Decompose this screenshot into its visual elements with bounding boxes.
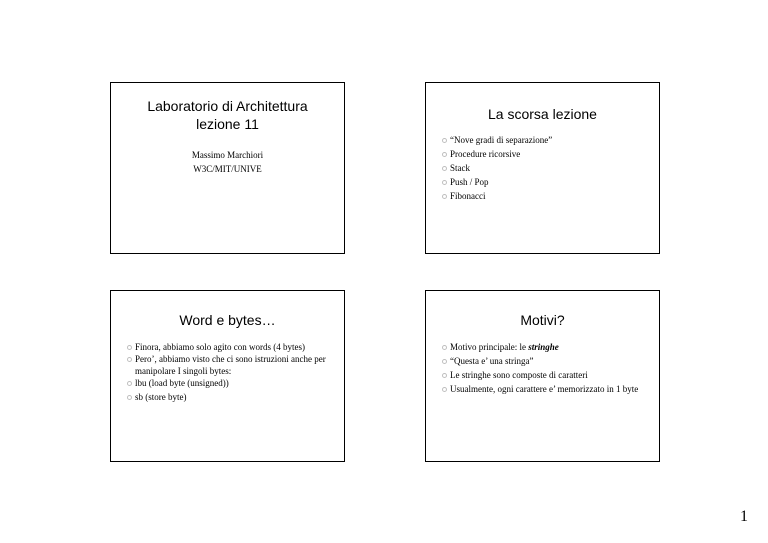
slide-1-title-line-1: Laboratorio di Architettura [147,98,308,114]
bullet-dot-icon [442,194,447,199]
bullet-dot-icon [442,373,447,378]
bullet-item [442,383,642,395]
bullet-item [442,162,647,174]
bullet-text: Pero’, abbiamo visto che ci sono istruzioni anche per manipolare I singoli bytes: [135,354,326,376]
bullet-item [442,134,647,146]
emphasis-keyword: stringhe [528,342,559,352]
bullet-text: Le stringhe sono composte di caratteri [450,370,588,380]
bullet-dot-icon [442,387,447,392]
bullet-item [127,353,327,377]
bullet-dot-icon [127,381,132,386]
bullet-dot-icon [442,359,447,364]
bullet-item [127,391,327,403]
bullet-dot-icon [127,357,132,362]
bullet-text: sb (store byte) [135,392,187,402]
bullet-text: “Questa e’ una stringa” [450,356,534,366]
bullet-text: Motivo principale: le [450,342,529,352]
slide-1-affiliation: W3C/MIT/UNIVE [193,164,262,174]
bullet-text: “Nove gradi di separazione” [450,135,553,145]
slide-1 [110,82,345,254]
bullet-text: Finora, abbiamo solo agito con words (4 bytes) [135,342,305,352]
bullet-text: Procedure ricorsive [450,149,521,159]
bullet-text: Push / Pop [450,177,489,187]
slide-3 [110,290,345,462]
slide-4-title: Motivi? [520,312,565,328]
bullet-item [442,369,642,381]
bullet-item [127,341,327,353]
bullet-text: Fibonacci [450,191,486,201]
slide-2 [425,82,660,254]
slide-1-title-line-2: lezione 11 [196,116,259,132]
bullet-item [442,148,647,160]
page-number: 1 [740,508,748,525]
bullet-dot-icon [127,345,132,350]
slide-3-title: Word e bytes… [179,312,276,328]
bullet-dot-icon [442,166,447,171]
slide-1-author: Massimo Marchiori [191,150,264,160]
bullet-dot-icon [442,152,447,157]
slide-4 [425,290,660,462]
bullet-item [127,377,327,389]
bullet-item [442,176,647,188]
slide-2-title: La scorsa lezione [488,106,597,122]
slide-4-bullet-list [442,341,642,397]
bullet-dot-icon [442,138,447,143]
bullet-dot-icon [442,180,447,185]
bullet-dot-icon [442,345,447,350]
bullet-text: Stack [450,163,470,173]
bullet-dot-icon [127,395,132,400]
bullet-item [442,355,642,367]
slide-2-bullet-list [442,134,647,204]
bullet-item [442,341,642,353]
slide-3-bullet-list [127,341,327,405]
bullet-text: lbu (load byte (unsigned)) [135,378,229,388]
bullet-text: Usualmente, ogni carattere e’ memorizzato in 1 byte [450,384,639,394]
bullet-item [442,190,647,202]
